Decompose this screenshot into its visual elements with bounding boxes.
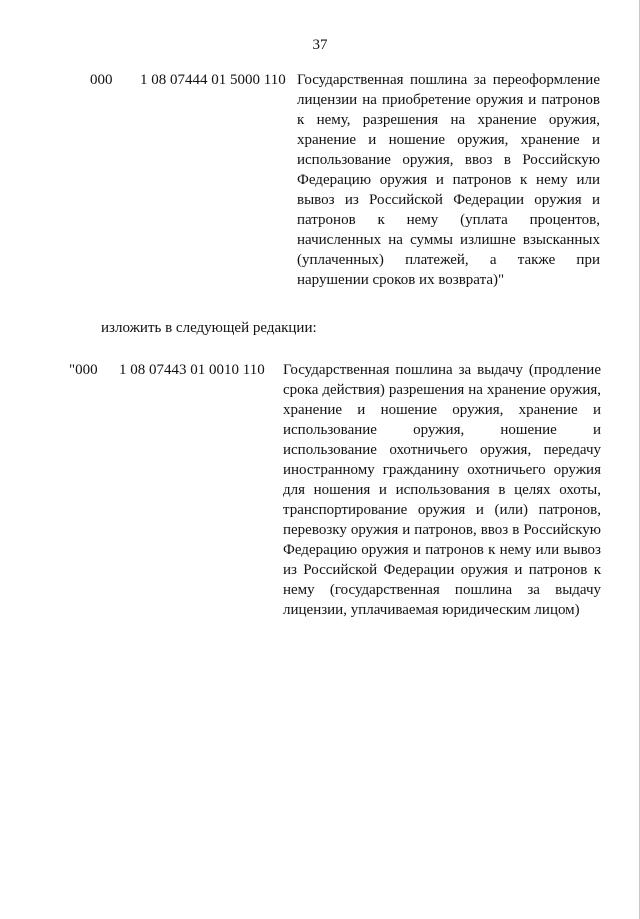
entry-new-admin-code: "000 (69, 362, 98, 378)
entry-new-description: Государственная пошлина за выдачу (продление срока действия) разрешения на хранение оружия, хранение и ношение оружия, хранение и использование оружия, ношение и использование охотничьего оружия, передачу иностранному гражданину охотничьего оружия для ношения и использования в целях охоты, транспортирование оружия и (или) патронов, перевозку оружия и патронов, ввоз в Российскую Федерацию оружия и патронов к нему или вывоз из Российской Федерации оружия и патронов к нему (государственная пошлина за выдачу лицензии, уплачиваемая юридическим лицом) (283, 362, 601, 618)
entry-old-admin-code: 000 (90, 72, 113, 88)
entry-new-kbk-code: 1 08 07443 01 0010 110 (119, 362, 265, 378)
entry-old-description: Государственная пошлина за переоформление лицензии на приобретение оружия и патронов к нему, разрешения на хранение оружия, хранение и ношение оружия, хранение и использование оружия, ввоз в Российскую Федерацию оружия и патронов к нему или вывоз из Российской Федерации оружия и патронов к нему (уплата процентов, начисленных на суммы излишне взысканных (уплаченных) платежей, а также при нарушении сроков их возврата)" (297, 72, 600, 288)
page-number: 37 (312, 37, 328, 53)
instruction-text: изложить в следующей редакции: (101, 320, 317, 336)
entry-old-kbk-code: 1 08 07444 01 5000 110 (140, 72, 286, 88)
